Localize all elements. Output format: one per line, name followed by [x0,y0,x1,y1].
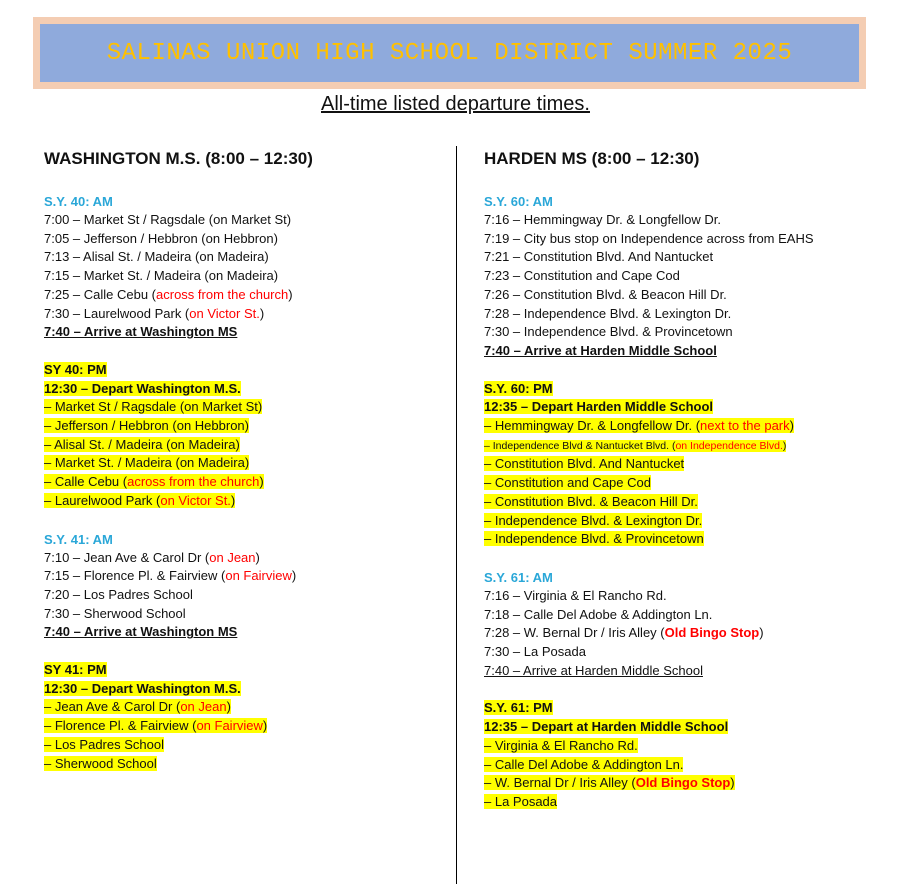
stop-list [484,417,894,549]
stop-line [44,717,444,736]
sy41-am-block [44,530,444,643]
stop-label: – Virginia & El Rancho Rd. [484,737,638,753]
stop-label-end: ) [230,492,236,508]
stop-text [44,249,269,264]
stop-label: 7:10 – Jean Ave & Carol Dr ( [44,549,210,565]
harden-column [484,148,894,831]
stop-line [484,286,894,305]
stop-label: 7:05 – Jefferson / Hebbron (on Hebbron) [44,230,278,246]
stop-note: across from the church [127,474,260,490]
stop-line [484,436,894,456]
stop-line [484,606,894,625]
stop-label: – Constitution Blvd. & Beacon Hill Dr. [484,493,698,509]
title-banner [33,17,866,89]
stop-label: 7:26 – Constitution Blvd. & Beacon Hill Dr. [484,286,727,302]
stop-text [44,437,240,452]
stop-line [44,473,444,492]
sy60-pm-block [484,380,894,549]
stop-line [484,417,894,436]
section-head: S.Y. 40: AM [44,194,113,209]
stop-line [44,605,444,624]
stop-text [484,324,733,339]
stop-line [44,267,444,286]
stop-label: 7:13 – Alisal St. / Madeira (on Madeira) [44,249,269,265]
stop-label: 7:28 – W. Bernal Dr / Iris Alley ( [484,625,665,641]
stop-note: next to the park [700,418,790,434]
stop-label-end: ) [259,305,265,321]
stop-label: – Calle Del Adobe & Addington Ln. [484,756,684,772]
sy60-am-block [484,192,894,361]
stop-note: across from the church [156,286,289,302]
stop-line [484,793,894,812]
stop-line [44,417,444,436]
stop-text [44,550,260,565]
stop-text [44,756,157,771]
stop-label: – La Posada [484,793,558,809]
arrive-line: 7:40 – Arrive at Washington MS [44,624,238,640]
stop-line [484,774,894,793]
stop-text [44,493,235,508]
harden-title: HARDEN MS (8:00 – 12:30) [484,149,700,168]
stop-line [484,512,894,531]
stop-text [44,606,186,621]
stop-label: 7:30 – Sherwood School [44,605,186,621]
stop-label: – Sherwood School [44,755,157,771]
stop-list [44,211,444,323]
stop-label: – Laurelwood Park ( [44,492,161,508]
stop-line [484,455,894,474]
stop-label-end: ) [288,286,293,302]
stop-text [44,737,164,752]
stop-text [44,287,293,302]
stop-note: on Independence Blvd. [675,439,783,452]
sy61-am-block [484,568,894,681]
stop-text [484,625,764,640]
stop-label: – Florence Pl. & Fairview ( [44,718,197,734]
stop-label: 7:19 – City bus stop on Independence across from EAHS [484,230,814,246]
section-head-highlighted: SY 40: PM [44,361,107,377]
stop-label-end: ) [262,718,268,734]
section-head-highlighted: S.Y. 61: PM [484,700,553,716]
stop-line [484,643,894,662]
stop-label-end: ) [291,568,297,584]
stop-label: 7:16 – Hemmingway Dr. & Longfellow Dr. [484,212,721,227]
stop-label: 7:30 – La Posada [484,644,586,660]
stop-label: 7:18 – Calle Del Adobe & Addington Ln. [484,606,713,622]
stop-label: – Jefferson / Hebbron (on Hebbron) [44,418,249,434]
banner-title: SALINAS UNION HIGH SCHOOL DISTRICT SUMMER 2025 [106,39,793,67]
stop-label: 7:28 – Independence Blvd. & Lexington Dr. [484,305,732,321]
stop-label-end: ) [730,775,735,791]
stop-label: 7:30 – Independence Blvd. & Provincetown [484,324,733,340]
stop-text [484,440,786,452]
stop-line [44,454,444,473]
stop-note: Old Bingo Stop [635,775,731,791]
stop-text [484,531,704,546]
stop-label: 7:15 – Market St. / Madeira (on Madeira) [44,268,279,284]
stop-text [484,475,651,490]
stop-line [44,248,444,267]
stop-list [44,698,444,773]
stop-line [484,323,894,342]
washington-column [44,148,444,792]
stop-note: Old Bingo Stop [664,625,760,641]
stop-line [484,756,894,775]
stop-text [484,757,683,772]
stop-label: – Calle Cebu ( [44,474,128,490]
stop-text [44,212,291,227]
stop-label: 7:30 – Laurelwood Park ( [44,305,190,321]
stop-line [44,698,444,717]
stop-text [44,306,264,321]
stop-text [44,699,231,714]
stop-label: – Market St / Ragsdale (on Market St) [44,399,263,415]
stop-list [484,737,894,812]
stop-line [44,567,444,586]
stop-text [44,268,278,283]
stop-text [484,794,557,809]
stop-text [484,644,586,659]
stop-line [484,248,894,267]
stop-text [484,513,702,528]
stop-line [44,305,444,324]
section-head: S.Y. 61: AM [484,569,553,585]
stop-note: on Jean [209,549,256,565]
stop-line [44,549,444,568]
stop-line [484,587,894,606]
sy40-am-block [44,192,444,342]
stop-line [44,755,444,774]
depart-line: 12:35 – Depart Harden Middle School [484,399,714,415]
depart-line: 12:35 – Depart at Harden Middle School [484,719,729,735]
stop-line [484,493,894,512]
stop-line [44,436,444,455]
stop-line [484,230,894,249]
arrive-line: 7:40 – Arrive at Washington MS [44,324,238,340]
stop-note: on Jean [180,699,227,715]
stop-text [44,718,267,733]
stop-text [484,738,638,753]
sy40-pm-block [44,361,444,511]
stop-label: – Independence Blvd. & Lexington Dr. [484,512,703,528]
stop-line [44,230,444,249]
stop-text [44,474,264,489]
stop-line [44,286,444,305]
stop-label-end: ) [782,439,787,452]
stop-label: – Jean Ave & Carol Dr ( [44,699,181,715]
stop-label: – Independence Blvd. & Provincetown [484,531,704,547]
stop-line [484,737,894,756]
stop-line [484,530,894,549]
stop-label: 7:15 – Florence Pl. & Fairview ( [44,568,226,584]
stop-text [44,231,278,246]
stop-text [484,588,667,603]
stop-label: 7:25 – Calle Cebu ( [44,286,157,302]
stop-line [484,474,894,493]
stop-label-end: ) [226,699,231,715]
stop-line [44,736,444,755]
stop-note: on Victor St. [189,305,260,321]
stop-text [484,456,684,471]
stop-text [484,231,814,246]
stop-label: 7:21 – Constitution Blvd. And Nantucket [484,249,714,265]
depart-line: 12:30 – Depart Washington M.S. [44,680,241,696]
stop-label: – W. Bernal Dr / Iris Alley ( [484,775,636,791]
stop-label: – Market St. / Madeira (on Madeira) [44,455,250,471]
section-head: S.Y. 41: AM [44,531,113,547]
stop-line [44,492,444,511]
stop-label-end: ) [259,474,264,490]
stop-text [484,775,735,790]
stop-list [484,211,894,342]
stop-text [44,568,296,583]
stop-line [44,586,444,605]
stop-note: on Fairview [196,718,263,734]
stop-text [484,268,680,283]
stop-line [484,305,894,324]
stop-line [484,267,894,286]
stop-text [484,212,721,227]
section-head-highlighted: SY 41: PM [44,662,107,678]
stop-line [44,398,444,417]
title-banner-fill [40,24,859,82]
sy61-pm-block [484,699,894,811]
stop-text [484,494,698,509]
stop-label: – Independence Blvd & Nantucket Blvd. ( [484,439,676,452]
stop-label-end: ) [255,549,260,565]
stop-text [484,249,713,264]
stop-text [44,455,249,470]
stop-list [44,549,444,624]
stop-text [484,287,727,302]
stop-text [44,418,249,433]
sy41-pm-block [44,661,444,773]
stop-label: – Constitution Blvd. And Nantucket [484,456,685,472]
stop-note: on Fairview [225,568,292,584]
stop-label: 7:00 – Market St / Ragsdale (on Market St) [44,212,292,227]
stop-label: 7:23 – Constitution and Cape Cod [484,268,680,284]
stop-label: – Hemmingway Dr. & Longfellow Dr. ( [484,418,701,434]
stop-label-end: ) [789,418,794,434]
section-head: S.Y. 60: AM [484,194,553,209]
stop-list [484,587,894,662]
stop-text [44,587,193,602]
stop-list [44,398,444,510]
stop-line [44,211,444,230]
stop-line [484,211,894,230]
stop-label: – Los Padres School [44,736,164,752]
stop-label-end: ) [759,625,764,641]
stop-line [484,624,894,643]
stop-label: – Constitution and Cape Cod [484,475,651,491]
column-divider [456,146,457,884]
depart-line: 12:30 – Depart Washington M.S. [44,380,241,396]
stop-text [484,306,731,321]
washington-title: WASHINGTON M.S. (8:00 – 12:30) [44,149,313,168]
arrive-line: 7:40 – Arrive at Harden Middle School [484,342,717,358]
stop-label: – Alisal St. / Madeira (on Madeira) [44,436,240,452]
section-head-highlighted: S.Y. 60: PM [484,380,553,396]
page-subtitle: All-time listed departure times. [321,93,590,115]
stop-text [44,399,262,414]
stop-note: on Victor St. [160,492,231,508]
stop-label: 7:16 – Virginia & El Rancho Rd. [484,587,667,603]
stop-label: 7:20 – Los Padres School [44,586,193,602]
stop-text [484,418,794,433]
stop-text [484,607,712,622]
arrive-line: 7:40 – Arrive at Harden Middle School [484,662,703,678]
